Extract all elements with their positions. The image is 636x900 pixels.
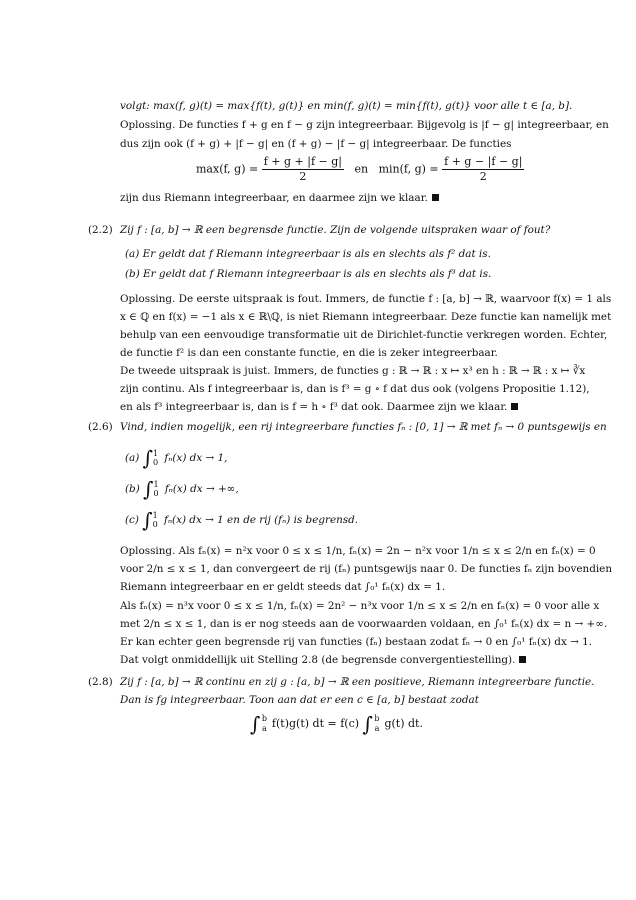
qed-icon <box>511 403 518 410</box>
exercise-item-a <box>125 448 227 468</box>
item-label: (b) <box>125 483 140 495</box>
display-left: f(t)g(t) dt = f(c) <box>271 717 360 730</box>
display-right: g(t) dt. <box>384 717 423 730</box>
exercise-item-b <box>125 479 239 499</box>
solution-line: De tweede uitspraak is juist. Immers, de functies g : ℝ → ℝ : x ↦ x³ en h : ℝ → ℝ : x ↦ ∛x <box>120 365 586 377</box>
qed-icon <box>432 194 439 201</box>
solution-line: Oplossing. Als fₙ(x) = n²x voor 0 ≤ x ≤ 1/n, fₙ(x) = 2n − n²x voor 1/n ≤ x ≤ 2/n en fₙ(x) = 0 <box>120 545 596 557</box>
exercise-item-b: (b) Er geldt dat f Riemann integreerbaar is als en slechts als f³ dat is. <box>125 268 492 280</box>
fraction-min-denominator: 2 <box>479 170 487 183</box>
solution-line: Als fₙ(x) = n³x voor 0 ≤ x ≤ 1/n, fₙ(x) = 2n² − n³x voor 1/n ≤ x ≤ 2/n en fₙ(x) = 0 voor alle x <box>120 600 600 612</box>
fraction-max-numerator: f + g + |f − g| <box>263 155 342 168</box>
exercise-number: (2.2) <box>88 224 113 236</box>
solution-line: behulp van een eenvoudige transformatie uit de Dirichlet-functie verkregen worden. Echter, <box>120 329 608 341</box>
qed-icon <box>519 656 526 663</box>
display-mean-value <box>250 713 423 735</box>
fraction-max <box>262 155 344 184</box>
solution-text: Dat volgt onmiddellijk uit Stelling 2.8 (de begrensde convergentiestelling). <box>120 654 516 666</box>
solution-line: Riemann integreerbaar en er geldt steeds dat ∫₀¹ fₙ(x) dx = 1. <box>120 581 446 593</box>
int-upper: 1 <box>153 449 159 458</box>
intro-line-3: dus zijn ook (f + g) + |f − g| en (f + g) − |f − g| integreerbaar. De functies <box>120 138 512 150</box>
int-upper: 1 <box>152 511 158 520</box>
item-expression: fₙ(x) dx → 1 en de rij (fₙ) is begrensd. <box>163 514 359 526</box>
int-lower: a <box>374 724 380 733</box>
item-expression: fₙ(x) dx → 1, <box>164 452 228 464</box>
display-max-min <box>196 155 524 184</box>
fraction-max-denominator: 2 <box>299 170 307 183</box>
exercise-question: Zij f : [a, b] → ℝ een begrensde functie. Zijn de volgende uitspraken waar of fout? <box>120 224 551 236</box>
intro-line-4-text: zijn dus Riemann integreerbaar, en daarmee zijn we klaar. <box>120 192 428 204</box>
display-max-label: max(f, g) = <box>196 162 259 176</box>
intro-line-1: volgt: max(f, g)(t) = max{f(t), g(t)} en min(f, g)(t) = min{f(t), g(t)} voor alle t ∈ [a, b]. <box>120 100 573 112</box>
solution-line: zijn continu. Als f integreerbaar is, dan is f³ = g ∘ f dat dus ook (volgens Propositie 1.12), <box>120 383 590 395</box>
exercise-number: (2.8) <box>88 676 113 688</box>
solution-text: en als f³ integreerbaar is, dan is f = h ∘ f³ dat ook. Daarmee zijn we klaar. <box>120 401 508 413</box>
exercise-question: Vind, indien mogelijk, een rij integreerbare functies fₙ : [0, 1] → ℝ met fₙ → 0 puntsgewijs en <box>120 421 607 433</box>
item-expression: fₙ(x) dx → +∞, <box>164 483 239 495</box>
integral-icon: ∫ <box>362 712 373 736</box>
item-label: (a) <box>125 452 140 464</box>
solution-line: met 2/n ≤ x ≤ 1, dan is er nog steeds aan de voorwaarden voldaan, en ∫₀¹ fₙ(x) dx = n → +∞. <box>120 618 608 630</box>
int-lower: a <box>262 724 267 733</box>
int-upper: b <box>374 714 380 723</box>
integral-icon: ∫ <box>143 477 154 501</box>
int-lower: 0 <box>153 489 159 498</box>
intro-line-4 <box>120 191 439 205</box>
integral-icon: ∫ <box>142 508 153 532</box>
int-lower: 0 <box>153 458 159 467</box>
fraction-min <box>442 155 524 184</box>
intro-line-2: Oplossing. De functies f + g en f − g zijn integreerbaar. Bijgevolg is |f − g| integreerbaar, en <box>120 119 609 131</box>
solution-line: voor 2/n ≤ x ≤ 1, dan convergeert de rij (fₙ) puntsgewijs naar 0. De functies fₙ zijn bovendien <box>120 563 613 575</box>
integral-icon: ∫ <box>250 712 261 736</box>
exercise-question-line-1: Zij f : [a, b] → ℝ continu en zij g : [a, b] → ℝ een positieve, Riemann integreerbare functie. <box>120 676 595 688</box>
solution-line: Er kan echter geen begrensde rij van functies (fₙ) bestaan zodat fₙ → 0 en ∫₀¹ fₙ(x) dx → 1. <box>120 636 593 648</box>
int-upper: b <box>261 714 267 723</box>
solution-line: de functie f² is dan een constante functie, en die is zeker integreerbaar. <box>120 347 498 359</box>
int-lower: 0 <box>152 520 158 529</box>
int-upper: 1 <box>153 480 159 489</box>
fraction-min-numerator: f + g − |f − g| <box>444 155 523 168</box>
solution-line-last <box>120 653 526 667</box>
integral-icon: ∫ <box>142 446 154 470</box>
display-en: en <box>354 162 369 176</box>
exercise-number: (2.6) <box>88 421 113 433</box>
exercise-item-a: (a) Er geldt dat f Riemann integreerbaar is als en slechts als f² dat is. <box>125 248 491 260</box>
exercise-item-c <box>125 510 358 530</box>
display-min-label: min(f, g) = <box>378 162 439 176</box>
solution-line: x ∈ ℚ en f(x) = −1 als x ∈ ℝ\ℚ, is niet Riemann integreerbaar. Deze functie kan namelijk met <box>120 311 612 323</box>
solution-line-last <box>120 400 518 414</box>
exercise-question-line-2: Dan is fg integreerbaar. Toon aan dat er een c ∈ [a, b] bestaat zodat <box>120 694 479 706</box>
item-label: (c) <box>125 514 139 526</box>
solution-line: Oplossing. De eerste uitspraak is fout. Immers, de functie f : [a, b] → ℝ, waarvoor f(x) = 1 als <box>120 293 612 305</box>
